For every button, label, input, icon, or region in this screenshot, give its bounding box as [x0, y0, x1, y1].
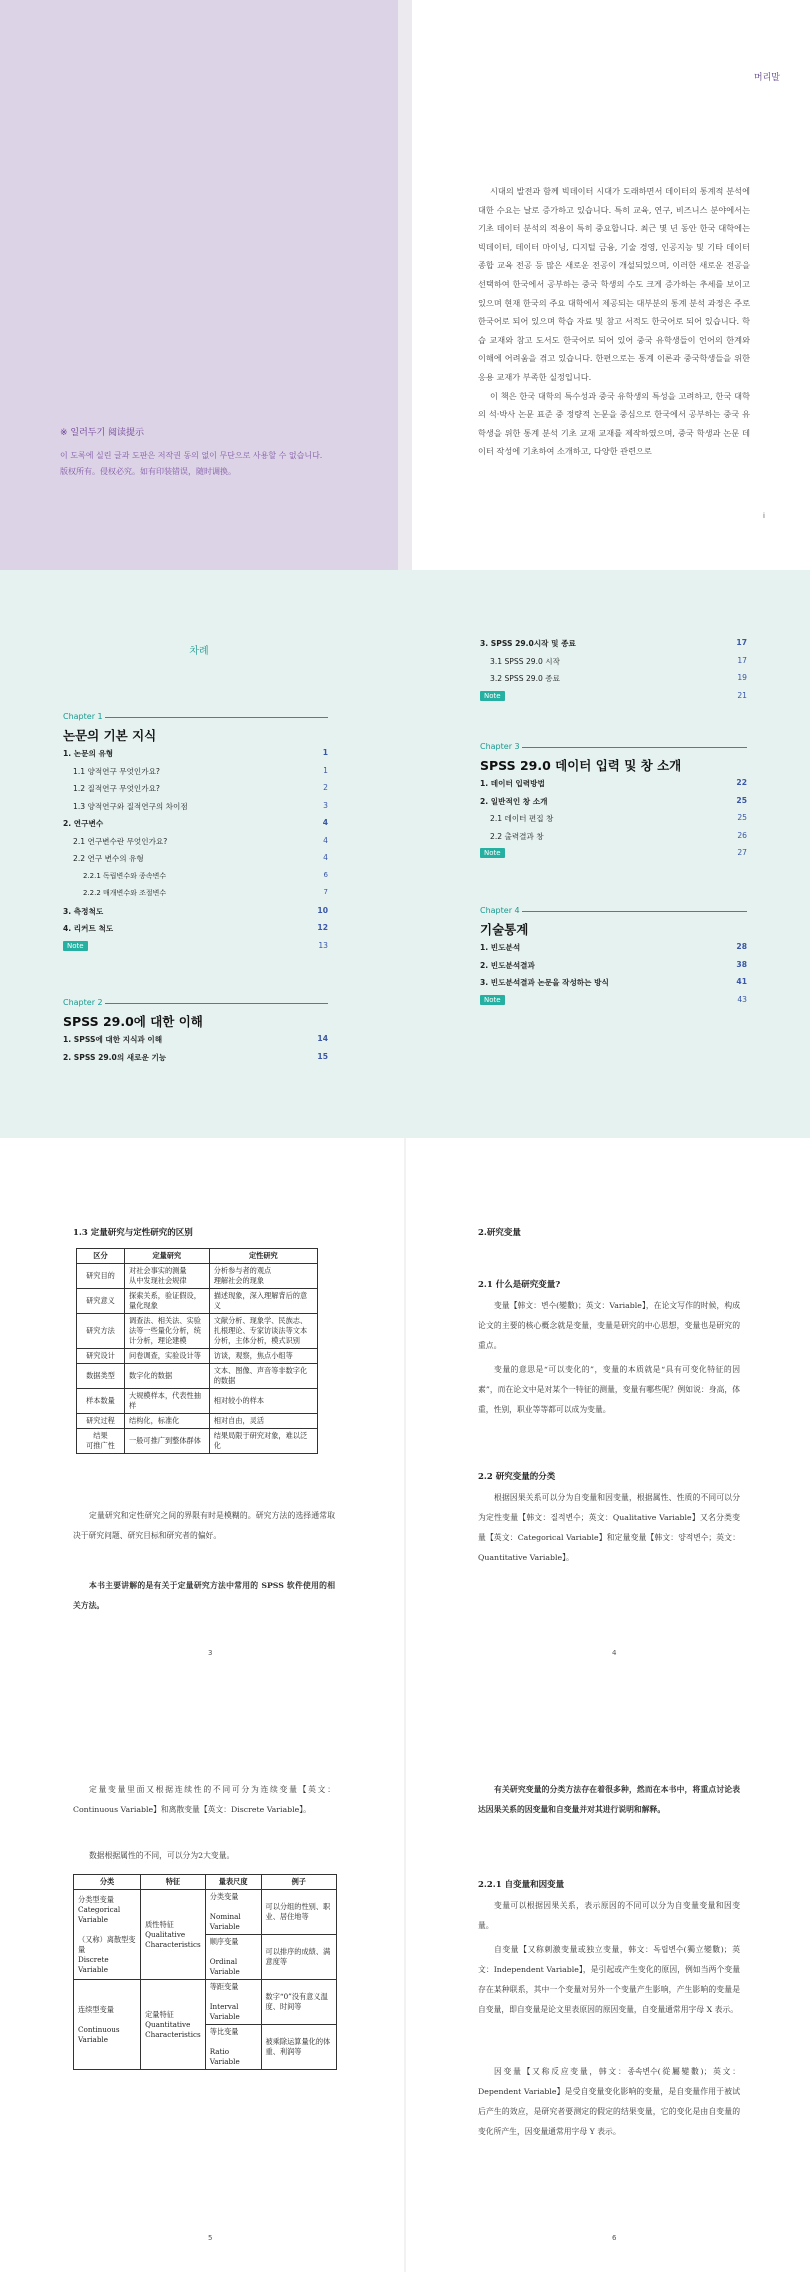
table-header-cell: 定量研究 [125, 1249, 210, 1264]
table-cell: 相对较小的样本 [209, 1389, 317, 1414]
note-tag: Note [480, 848, 505, 858]
chapter-title: 기술통계 [480, 922, 529, 937]
toc-entry[interactable] [480, 778, 747, 789]
page5-paragraph: 定量变量里面又根据连续性的不同可分为连续变量【英文：Continuous Variable】和离散变量【英文：Discrete Variable】。 [73, 1785, 335, 1814]
toc-entry-label: 4. 리커트 척도 [63, 924, 114, 933]
toc-entry-label: 2. SPSS 29.0의 새로운 기능 [63, 1052, 167, 1062]
toc-entry[interactable] [83, 871, 328, 881]
notice-line-ko: 이 도록에 실린 글과 도판은 저작권 동의 없이 무단으로 사용할 수 없습니다. [60, 451, 323, 460]
toc-entry-page: 25 [737, 813, 747, 822]
table-cell: 数字化的数据 [125, 1364, 210, 1389]
toc-entry[interactable] [63, 1034, 328, 1045]
toc-entry[interactable] [490, 656, 747, 667]
table-row-label: 研究方法 [77, 1314, 125, 1349]
toc-entry-label: 3.1 SPSS 29.0 시작 [490, 656, 560, 666]
table-row-label: 数据类型 [77, 1364, 125, 1389]
note-tag: Note [480, 995, 505, 1005]
chapter-rule [105, 1003, 328, 1004]
table-row [77, 1289, 318, 1314]
table-cell: 问卷调查，实验设计等 [125, 1349, 210, 1364]
chapter-label: Chapter 4 [480, 906, 520, 915]
table-cell: 数字“0”没有意义温度、时间等 [261, 1980, 336, 2025]
table-cell: 结果局限于研究对象，难以泛化 [209, 1429, 317, 1454]
spread-pages-5-6 [0, 1700, 810, 2272]
preface-heading: 머리말 [753, 73, 780, 83]
toc-entry[interactable] [63, 1052, 328, 1063]
table-row [74, 1890, 337, 1935]
toc-entry-page: 41 [736, 977, 747, 986]
page-number: 4 [612, 1649, 617, 1657]
table-cell: 分类变量 Nominal Variable [205, 1890, 261, 1935]
toc-entry-label: 2.1 연구변수란 무엇인가요? [73, 836, 168, 846]
chapter-rule [522, 911, 747, 912]
table-row [77, 1364, 318, 1389]
toc-entry-page: 4 [323, 853, 328, 862]
toc-entry-page: 17 [737, 655, 747, 665]
toc-entry[interactable] [63, 818, 328, 829]
page4-paragraph: 变量的意思是“可以变化的”，变量的本质就是“具有可变化特征的因素”，而在论文中是对某个一特征的测量，变量有哪些呢？例如说：身高，体重，性别，职业等等都可以成为变量。 [478, 1365, 740, 1414]
toc-entry[interactable] [490, 813, 747, 824]
table-cell: 定量特征 Quantitative Characteristics [141, 1980, 206, 2070]
table-cell: 质性特征 Qualitative Characteristics [141, 1890, 206, 1980]
toc-entry-page: 38 [736, 959, 747, 969]
page6-paragraph: 变量可以根据因果关系，表示原因的不同可以分为自变量变量和因变量。 [478, 1901, 740, 1930]
comparison-table [76, 1248, 318, 1454]
toc-entry-label: 2.2.2 매개변수와 조절변수 [83, 889, 167, 897]
table-cell: 一般可推广到整体群体 [125, 1429, 210, 1454]
subsection-heading: 2.1 什么是研究变量? [478, 1280, 561, 1290]
subsection-heading: 2.2 研究变量的分类 [478, 1472, 556, 1482]
toc-entry[interactable] [63, 941, 328, 951]
table-cell: 顺序变量 Ordinal Variable [205, 1935, 261, 1980]
page6-paragraph: 因变量【又称反应变量，韩文：종속변수(從屬變數)；英文：Dependent Variable】是受自变量变化影响的变量，是自变量作用于被试后产生的效应，是研究者要测定的假定的结果变量，它的变化是由自变量的变化所产生，因变量通常用字母 Y 表示。 [478, 2067, 740, 2136]
toc-entry[interactable] [480, 848, 747, 858]
toc-entry-page: 12 [317, 923, 328, 932]
table-cell: 相对自由，灵活 [209, 1414, 317, 1429]
chapter-label: Chapter 2 [63, 998, 103, 1007]
table-row-label: 研究设计 [77, 1349, 125, 1364]
toc-entry[interactable] [480, 796, 747, 807]
toc-entry[interactable] [73, 783, 328, 794]
toc-entry[interactable] [73, 853, 328, 864]
variable-type-table [73, 1874, 337, 2070]
table-row-label: 样本数量 [77, 1389, 125, 1414]
toc-entry[interactable] [480, 942, 747, 953]
gutter [404, 1138, 406, 1700]
chapter-label: Chapter 1 [63, 712, 103, 721]
toc-entry-page: 26 [737, 830, 747, 840]
toc-entry-page: 43 [737, 994, 747, 1004]
table-header-cell: 量表尺度 [205, 1875, 261, 1890]
table-cell: 调查法、相关法、实验法等一些量化分析，统计分析，理论建模 [125, 1314, 210, 1349]
toc-entry-label: 1.2 질적연구 무엇인가요? [73, 784, 160, 793]
table-header-row [74, 1875, 337, 1890]
table-cell: 大规模样本，代表性抽样 [125, 1389, 210, 1414]
toc-entry-label: 1. 빈도분석 [480, 943, 521, 952]
page-number: 3 [208, 1649, 213, 1657]
table-cell: 分析参与者的观点 理解社会的现象 [209, 1264, 317, 1289]
note-tag: Note [480, 691, 505, 701]
toc-entry-page: 13 [318, 940, 328, 950]
table-cell: 可以分组的性别、职业、居住地等 [261, 1890, 336, 1935]
toc-entry-label: 3. 빈도분석결과 논문을 작성하는 방식 [480, 978, 609, 987]
page6-paragraph-bold: 有关研究变量的分类方法存在着很多种，然而在本书中，将重点讨论表达因果关系的因变量和自变量并对其进行说明和解释。 [478, 1785, 740, 1814]
toc-entry-label: 1.1 양적연구 무엇인가요? [73, 766, 160, 776]
toc-entry-page: 19 [737, 673, 747, 682]
table-cell: 结构化，标准化 [125, 1414, 210, 1429]
table-header-cell: 例子 [261, 1875, 336, 1890]
table-row [77, 1264, 318, 1289]
spread-toc [0, 570, 810, 1138]
toc-entry-label: 2.2.1 독립변수와 종속변수 [83, 871, 167, 880]
toc-entry-page: 1 [323, 765, 328, 775]
table-row [77, 1349, 318, 1364]
toc-entry[interactable] [490, 831, 747, 842]
note-tag: Note [63, 941, 88, 951]
table-header-cell: 分类 [74, 1875, 141, 1890]
toc-entry-label: 2.2 연구 변수의 유형 [73, 854, 144, 863]
table-row-label: 研究意义 [77, 1289, 125, 1314]
gutter [404, 1700, 406, 2272]
toc-entry[interactable] [73, 766, 328, 777]
page4-paragraph: 根据因果关系可以分为自变量和因变量，根据属性、性质的不同可以分为定性变量【韩文：질적변수；英文：Qualitative Variable】又名分类变量【英文：Categorical Variable】和定量变量【韩文：양적변수；英文：Quantitative Variable】。 [478, 1493, 740, 1562]
table-row [74, 1980, 337, 2025]
table-header-cell: 定性研究 [209, 1249, 317, 1264]
toc-entry-page: 10 [317, 905, 328, 915]
toc-entry-page: 7 [323, 888, 328, 896]
toc-entry-label: 1. 논문의 유형 [63, 749, 114, 758]
toc-entry-label: 1. 데이터 입력방법 [480, 779, 545, 788]
toc-entry-page: 3 [323, 800, 328, 810]
toc-entry[interactable] [480, 977, 747, 988]
toc-entry-page: 6 [323, 870, 328, 879]
toc-entry-page: 25 [736, 795, 747, 805]
toc-entry[interactable] [480, 691, 747, 701]
toc-entry-label: 2. 연구변수 [63, 819, 104, 828]
section-heading: 2.研究变量 [478, 1228, 521, 1238]
table-header-cell: 区分 [77, 1249, 125, 1264]
toc-entry[interactable] [73, 836, 328, 847]
table-row-label: 研究目的 [77, 1264, 125, 1289]
toc-entry-label: 3. SPSS 29.0시작 및 종료 [480, 639, 576, 648]
gutter [398, 0, 412, 570]
notice-line-zh: 版权所有。侵权必究。如有印装错误，随时调换。 [60, 467, 236, 476]
chapter-title: SPSS 29.0에 대한 이해 [63, 1014, 203, 1029]
toc-entry-label: 2.1 데이터 편집 창 [490, 814, 554, 823]
table-cell: 等比变量 Ratio Variable [205, 2025, 261, 2070]
notice-page [0, 0, 398, 570]
table-row [77, 1429, 318, 1454]
toc-title: 차례 [189, 646, 209, 657]
toc-entry[interactable] [83, 888, 328, 898]
toc-entry[interactable] [490, 673, 747, 684]
page3-paragraph-bold: 本书主要讲解的是有关于定量研究方法中常用的 SPSS 软件使用的相关方法。 [73, 1581, 335, 1610]
table-row-label: 结果 可推广性 [77, 1429, 125, 1454]
page6-paragraph: 自变量【又称刺激变量或独立变量，韩文：독립변수(獨立變數)；英文：Independent Variable】，是引起或产生变化的原因，例如当两个变量存在某种联系，其中一个变量对另外一个变量产生影响，产生影响的变量是自变量，即自变量是论文里表原因的原因变量，自变量通常用字母 X 表示。 [478, 1945, 740, 2014]
table-row-label: 研究过程 [77, 1414, 125, 1429]
toc-entry-page: 15 [317, 1051, 328, 1061]
table-cell: 文献分析、现象学、民族志、扎根理论、专家访谈法等文本分析，主体分析，模式识别 [209, 1314, 317, 1349]
page5-paragraph: 数据根据属性的不同，可以分为2大变量。 [89, 1851, 235, 1860]
spread-notice-preface [0, 0, 810, 570]
toc-entry-page: 4 [323, 835, 328, 845]
table-cell: 文本、图像、声音等非数字化的数据 [209, 1364, 317, 1389]
table-cell: 探索关系，验证假设，量化现象 [125, 1289, 210, 1314]
page4-paragraph: 变量【韩文：변수(變數)；英文：Variable】，在论文写作的时候，构成论文的主要的核心概念就是变量，变量是研究的中心思想，变量也是研究的重点。 [478, 1301, 740, 1350]
notice-title: ※ 일러두기 阅读提示 [60, 428, 145, 438]
table-cell: 访谈，观察，焦点小组等 [209, 1349, 317, 1364]
table-cell: 连续型变量 Continuous Variable [74, 1980, 141, 2070]
table-cell: 分类型变量 Categorical Variable （又称）离散型变量 Discrete Variable [74, 1890, 141, 1980]
chapter-title: 논문의 기본 지식 [63, 728, 157, 743]
spread-pages-3-4 [0, 1138, 810, 1700]
toc-entry-page: 28 [736, 942, 747, 951]
toc-entry-page: 22 [736, 778, 747, 787]
toc-entry-label: 3.2 SPSS 29.0 종료 [490, 674, 560, 683]
chapter-rule [105, 717, 328, 718]
toc-entry-page: 2 [323, 783, 328, 792]
preface-paragraph: 이 책은 한국 대학의 특수성과 중국 유학생의 특성을 고려하고, 한국 대학의 석·박사 논문 표준 중 정량적 논문을 중심으로 한국에서 공부하는 중국 유학생을 위한 통계 분석 기초 교재 교재를 제작하였으며, 중국 학생과 논문 데이터 작성에 기초하여 소개하고, 다양한 관련으로 [478, 390, 750, 457]
table-cell: 对社会事实的测量 从中发现社会规律 [125, 1264, 210, 1289]
toc-entry[interactable] [63, 906, 328, 917]
toc-entry[interactable] [63, 748, 328, 759]
chapter-title: SPSS 29.0 데이터 입력 및 창 소개 [480, 758, 682, 773]
section-heading: 1.3 定量研究与定性研究的区别 [73, 1228, 193, 1238]
toc-entry[interactable] [73, 801, 328, 812]
toc-entry-page: 17 [736, 638, 747, 647]
toc-entry-label: 2. 빈도분석결과 [480, 960, 535, 970]
toc-entry[interactable] [480, 995, 747, 1005]
toc-entry-label: 1.3 양적연구와 질적연구의 차이점 [73, 801, 188, 811]
table-header-row [77, 1249, 318, 1264]
preface-paragraph: 시대의 발전과 함께 빅데이터 시대가 도래하면서 데이터의 통계적 분석에 대한 수요는 날로 증가하고 있습니다. 특히 교육, 연구, 비즈니스 분야에서는 기초 데이터 분석의 적용이 특히 중요합니다. 최근 몇 년 동안 한국 대학에는 빅데이터, 데이터 마이닝, 디지털 금융, 기술 경영, 인공지능 및 기타 데이터 종합 교육 전공 등 많은 새로운 전공이 개설되었으며, 이러한 새로운 전공을 선택하여 한국에서 공부하는 중국 학생의 수도 크게 증가하는 추세를 보이고 있으며 현재 한국의 주요 대학에서 제공되는 대부분의 통계 분석 과정은 주로 한국어로 되어 있으며 학습 자료 및 참고 서적도 한국어로 되어 있습니다. 학습 교재와 참고 도서도 한국어로 되어 있어 중국 유학생들이 언어의 한계와 이해에 어려움을 겪고 있습니다. 한편으로는 통계 이론과 중국학생들을 위한 응용 교재가 부족한 실정입니다. [478, 186, 750, 382]
toc-entry[interactable] [480, 638, 747, 649]
chapter-rule [522, 747, 747, 748]
preface-body [478, 182, 750, 461]
toc-entry-label: 2.2 출력결과 창 [490, 831, 544, 841]
table-row [77, 1389, 318, 1414]
subsection-heading: 2.2.1 自变量和因变量 [478, 1880, 565, 1890]
table-row [77, 1414, 318, 1429]
toc-entry[interactable] [480, 960, 747, 971]
table-cell: 描述现象，深入理解背后的意义 [209, 1289, 317, 1314]
toc-entry[interactable] [63, 923, 328, 934]
toc-entry-label: 3. 측정척도 [63, 906, 104, 916]
table-cell: 可以排序的成绩、满意度等 [261, 1935, 336, 1980]
page-number: 5 [208, 2234, 213, 2242]
page-number: 6 [612, 2234, 617, 2242]
page3-paragraph: 定量研究和定性研究之间的界限有时是模糊的。研究方法的选择通常取决于研究问题、研究目标和研究者的偏好。 [73, 1511, 335, 1540]
table-cell: 被乘除运算量化的体重、利润等 [261, 2025, 336, 2070]
toc-entry-label: 2. 일반적인 창 소개 [480, 796, 548, 806]
toc-entry-page: 27 [737, 848, 747, 857]
toc-entry-page: 21 [737, 690, 747, 700]
toc-entry-page: 4 [322, 818, 328, 827]
chapter-label: Chapter 3 [480, 742, 520, 751]
table-header-cell: 特征 [141, 1875, 206, 1890]
toc-entry-page: 1 [322, 748, 328, 757]
table-cell: 等距变量 Interval Variable [205, 1980, 261, 2025]
toc-entry-label: 1. SPSS에 대한 지식과 이해 [63, 1035, 163, 1044]
page-number: i [763, 512, 765, 520]
toc-entry-page: 14 [317, 1034, 328, 1043]
table-row [77, 1314, 318, 1349]
